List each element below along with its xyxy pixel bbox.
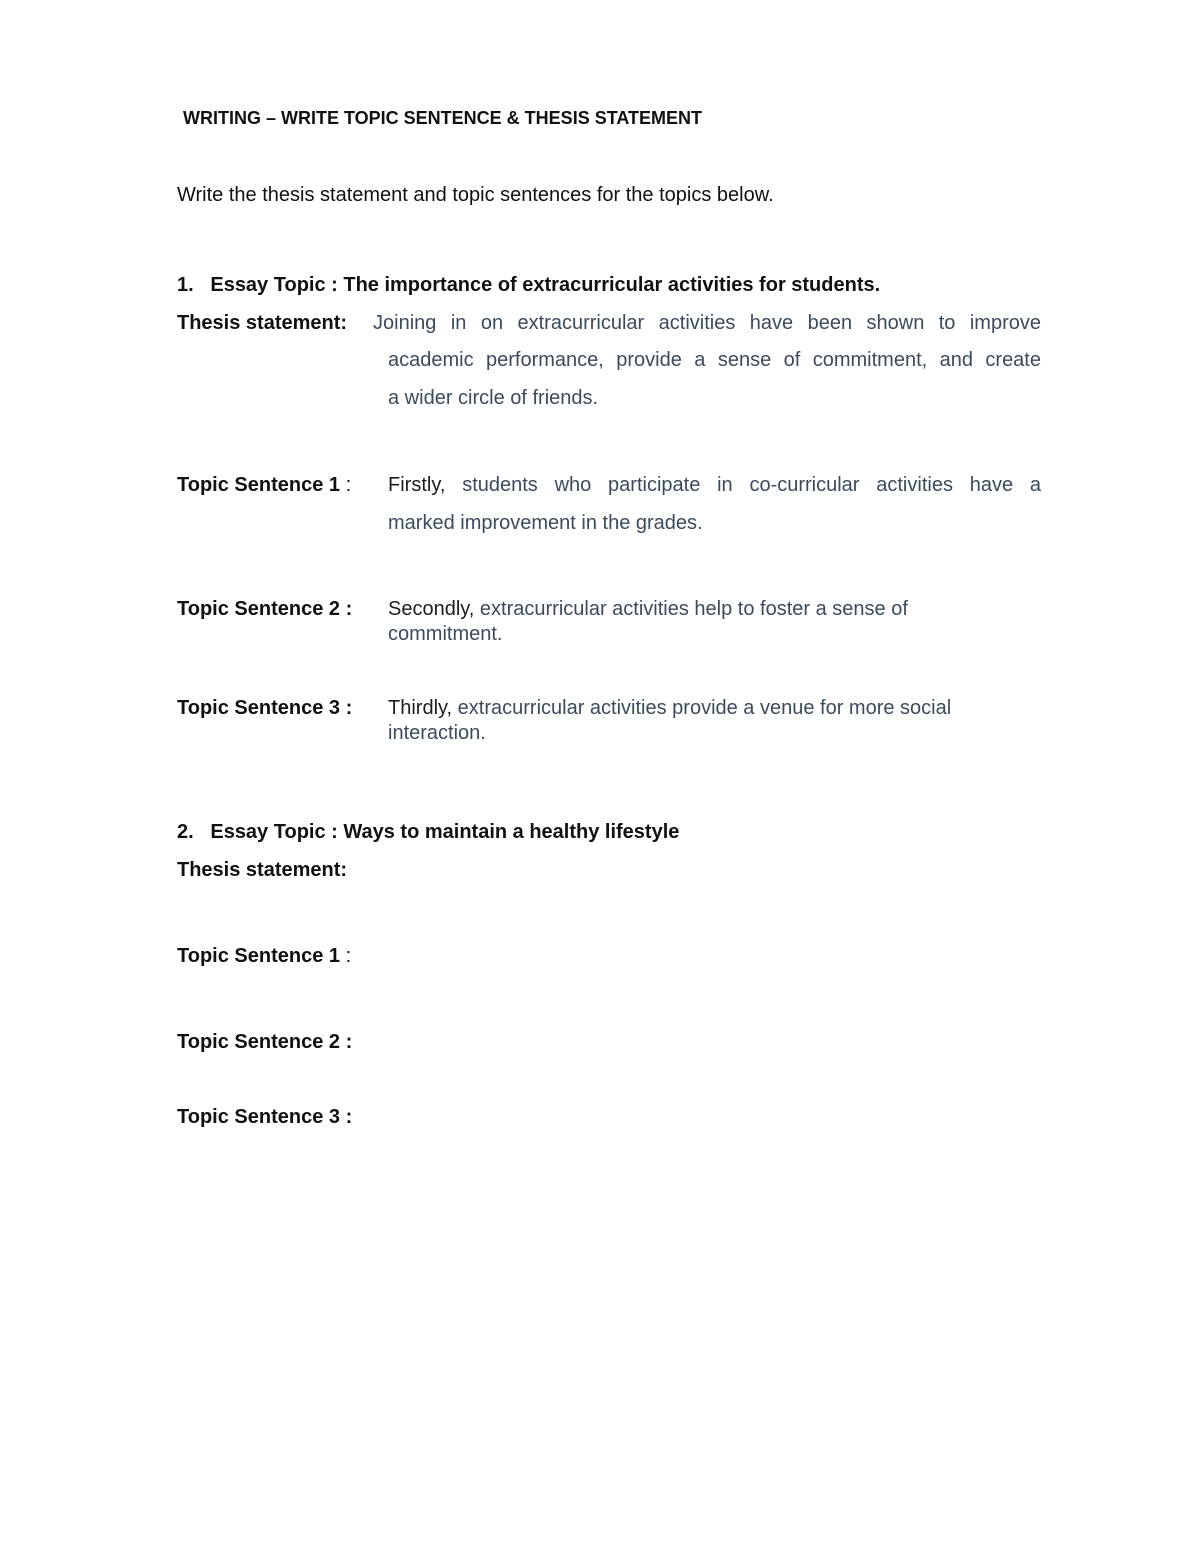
topic-1-sentence-2-line-2: commitment. [388,623,503,645]
document-title: WRITING – WRITE TOPIC SENTENCE & THESIS STATEMENT [183,108,703,128]
topic-2-sentence-3-label: Topic Sentence 3 : [177,1106,353,1128]
topic-2-thesis-label: Thesis statement: [177,859,348,881]
topic-1-sentence-3-line-2: interaction. [388,722,486,744]
topic-2-heading: 2. Essay Topic : Ways to maintain a healthy lifestyle [177,821,680,843]
topic-1-sentence-1-line-1: Firstly, students who participate in co-curricular activities have a [388,474,1041,496]
topic-1-sentence-3-line-1: Thirdly, extracurricular activities provide a venue for more social [388,697,952,719]
instruction-text: Write the thesis statement and topic sentences for the topics below. [177,184,774,206]
topic-1-sentence-2-label: Topic Sentence 2 : [177,598,353,620]
topic-1-thesis-line-3: a wider circle of friends. [388,387,599,409]
topic-1-sentence-1-label: Topic Sentence 1 : [177,474,352,496]
topic-1-sentence-3-label: Topic Sentence 3 : [177,697,353,719]
topic-2-sentence-2-label: Topic Sentence 2 : [177,1031,353,1053]
topic-1-sentence-1-line-2: marked improvement in the grades. [388,512,703,534]
topic-1-heading: 1. Essay Topic : The importance of extracurricular activities for students. [177,274,881,296]
topic-1-thesis-line-2: academic performance, provide a sense of commitment, and create [388,349,1041,371]
topic-1-thesis-label: Thesis statement: [177,312,348,334]
topic-2-sentence-1-label: Topic Sentence 1 : [177,945,352,967]
topic-1-sentence-2-line-1: Secondly, extracurricular activities help to foster a sense of [388,598,908,620]
topic-1-thesis-line-1: Joining in on extracurricular activities have been shown to improve [373,312,1041,334]
